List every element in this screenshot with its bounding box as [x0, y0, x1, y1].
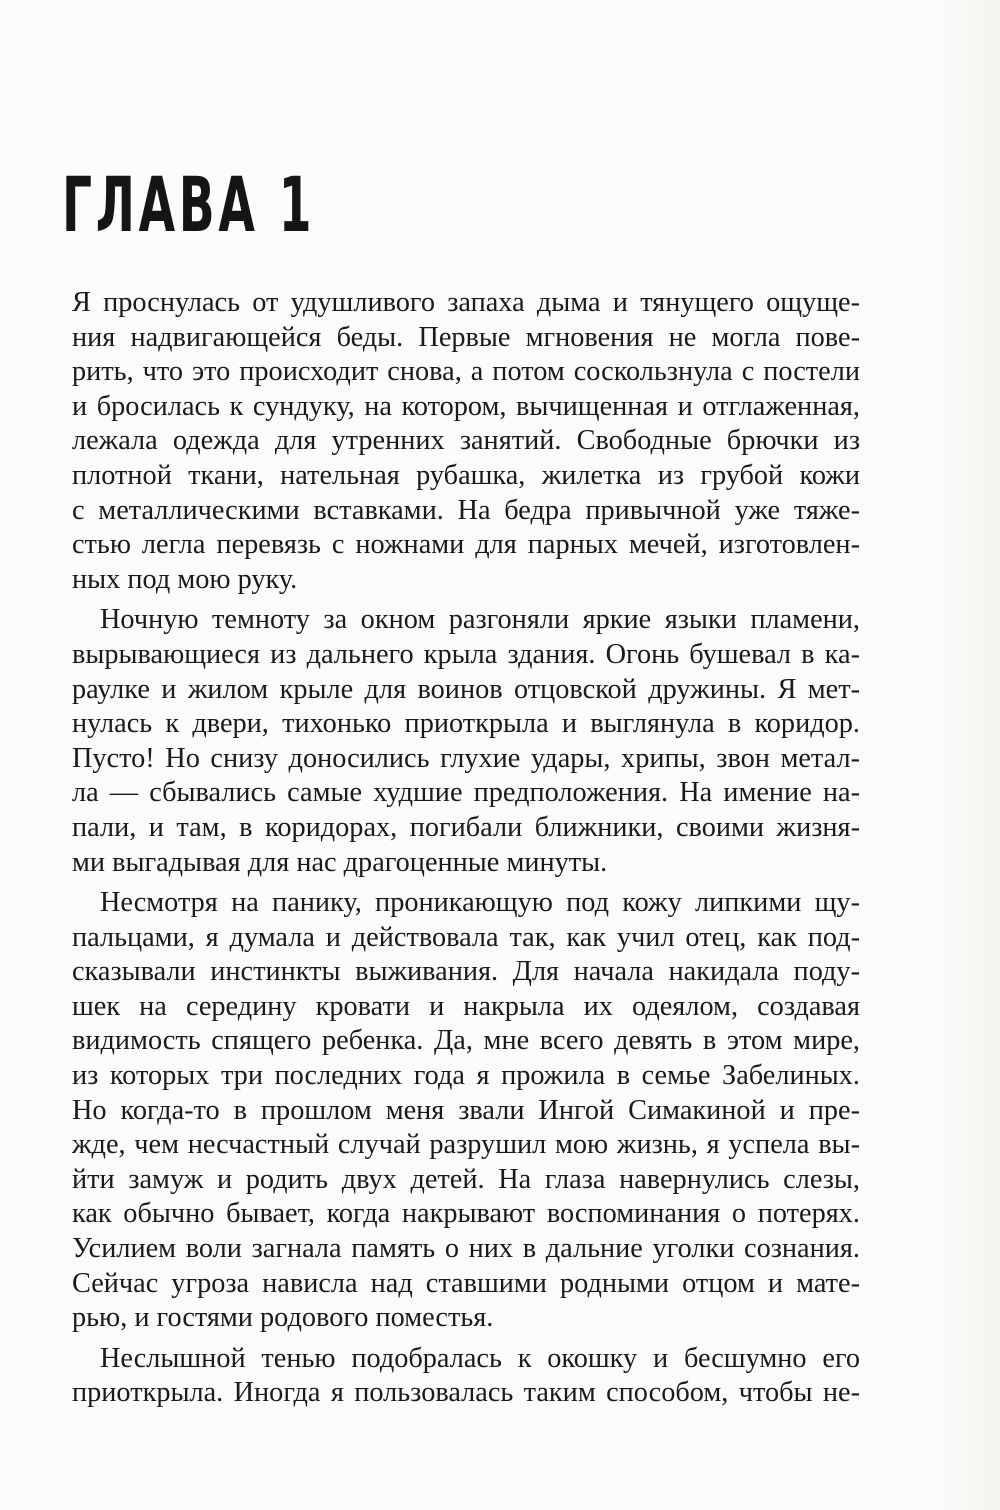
text-line: приоткрыла. Иногда я пользовалась таким способом, чтобы не-	[72, 1377, 860, 1409]
text-line: нулась к двери, тихонько приоткрыла и выглянула в коридор.	[72, 708, 860, 740]
text-line: стью легла перевязь с ножнами для парных мечей, изготовлен-	[72, 529, 860, 561]
page-edge-shadow	[940, 0, 1000, 1510]
text-line: видимость спящего ребенка. Да, мне всего девять в этом мире,	[72, 1025, 860, 1057]
text-line: Усилием воли загнала память о них в дальние уголки сознания.	[72, 1233, 860, 1265]
text-line: Несмотря на панику, проникающую под кожу липкими щу-	[100, 887, 860, 919]
text-line: как обычно бывает, когда накрывают воспоминания о потерях.	[72, 1198, 860, 1230]
text-line: пальцами, я думала и действовала так, как учил отец, как под-	[72, 921, 860, 953]
text-line: Неслышной тенью подобралась к окошку и бесшумно его	[100, 1342, 860, 1374]
chapter-title: ГЛАВА 1	[62, 160, 316, 249]
text-line: с металлическими вставками. На бедра привычной уже тяже-	[72, 494, 860, 526]
text-line: ла — сбывались самые худшие предположения. На имение на-	[72, 777, 860, 809]
text-line: рить, что это происходит снова, а потом соскользнула с постели	[72, 356, 860, 388]
text-line: ния надвигающейся беды. Первые мгновения не могла пове-	[72, 321, 860, 353]
text-line: лежала одежда для утренних занятий. Свободные брючки из	[72, 425, 860, 457]
text-line: Пусто! Но снизу доносились глухие удары, хрипы, звон метал-	[72, 742, 860, 774]
text-line: ми выгадывая для нас драгоценные минуты.	[72, 846, 608, 878]
text-line: сказывали инстинкты выживания. Для начала накидала поду-	[72, 956, 860, 988]
text-line: и бросилась к сундуку, на котором, вычищенная и отглаженная,	[72, 390, 860, 422]
text-line: жде, чем несчастный случай разрушил мою жизнь, я успела вы-	[72, 1129, 860, 1161]
text-line: ных под мою руку.	[72, 563, 298, 595]
text-line: плотной ткани, нательная рубашка, жилетка из грубой кожи	[72, 459, 860, 491]
text-line: вырывающиеся из дальнего крыла здания. Огонь бушевал в ка-	[72, 638, 860, 670]
text-line: Сейчас угроза нависла над ставшими родными отцом и мате-	[72, 1267, 860, 1299]
text-line: шек на середину кровати и накрыла их одеялом, создавая	[72, 990, 860, 1022]
text-line: рью, и гостями родового поместья.	[72, 1302, 494, 1334]
text-line: Ночную темноту за окном разгоняли яркие языки пламени,	[100, 604, 860, 636]
text-line: пали, и там, в коридорах, погибали ближники, своими жизня-	[72, 811, 860, 843]
text-line: из которых три последних года я прожила в семье Забелиных.	[72, 1060, 860, 1092]
body-text	[72, 286, 860, 1411]
paragraph-3	[72, 886, 860, 1336]
paragraph-1	[72, 286, 860, 597]
paragraph-2	[72, 603, 860, 880]
text-line: Я проснулась от удушливого запаха дыма и тянущего ощуще-	[72, 287, 860, 318]
text-line: йти замуж и родить двух детей. На глаза навернулись слезы,	[72, 1163, 860, 1195]
text-line: Но когда-то в прошлом меня звали Ингой Симакиной и пре-	[72, 1094, 860, 1126]
text-line: раулке и жилом крыле для воинов отцовской дружины. Я мет-	[72, 673, 860, 705]
paragraph-4	[72, 1342, 860, 1411]
